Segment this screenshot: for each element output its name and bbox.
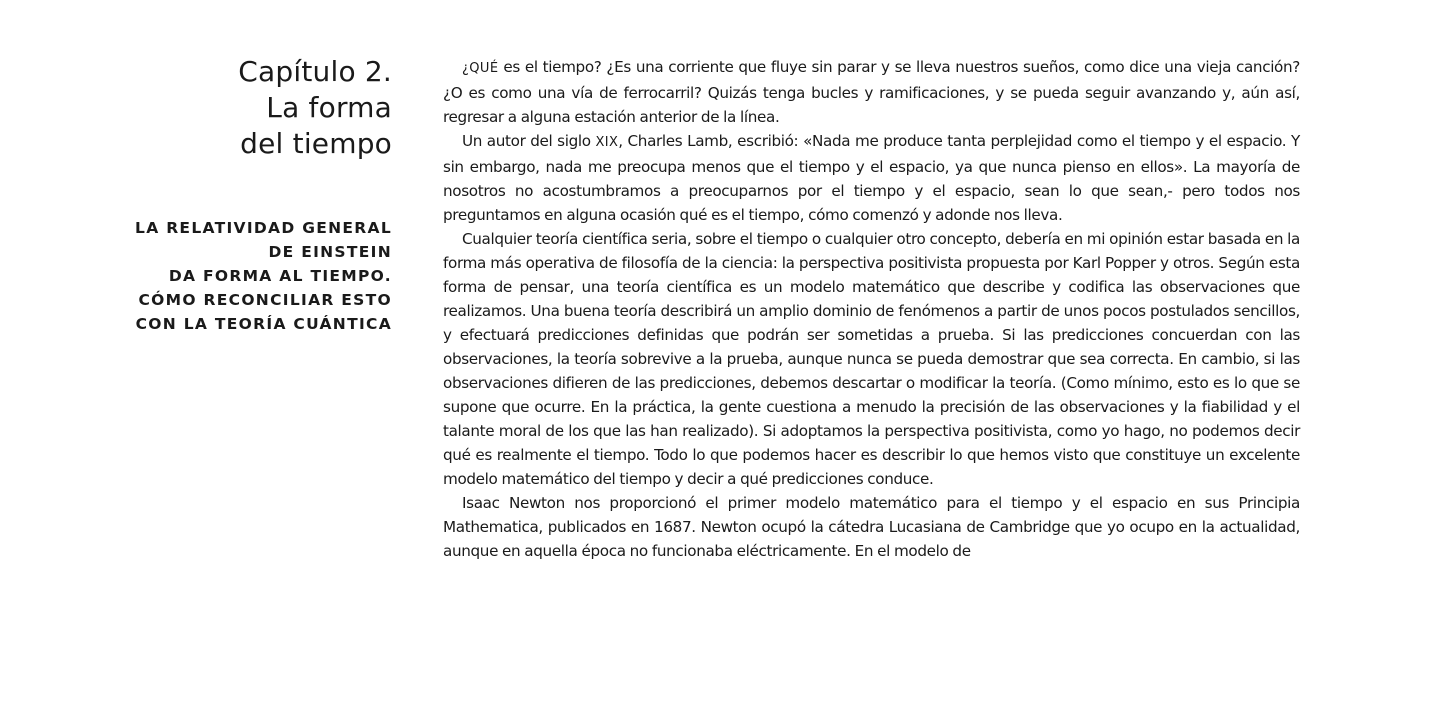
- paragraph-lead-smallcaps: ¿QUÉ: [462, 61, 499, 76]
- chapter-title-line: del tiempo: [240, 127, 392, 160]
- chapter-subtitle-line: DE EINSTEIN: [268, 243, 392, 261]
- chapter-subtitle-line: DA FORMA AL TIEMPO.: [168, 267, 392, 285]
- paragraph-text: , Charles Lamb, escribió: «Nada me produce tanta perplejidad como el tiempo y el espacio. Y sin embargo, nada me preocupa menos que el tiempo y el espacio, ya que nunca pienso en ellos». La mayoría de nosotros no acostumbramos a preocuparnos por el tiempo y el espacio, sean lo que sean,- pero todos nos preguntamos en alguna ocasión qué es el tiempo, cómo comenzó y adonde nos lleva.: [443, 132, 1300, 224]
- chapter-title: [120, 54, 392, 162]
- chapter-subtitle-line: CON LA TEORÍA CUÁNTICA: [135, 315, 392, 333]
- chapter-sidebar: [120, 54, 392, 336]
- century-smallcaps: XIX: [595, 135, 619, 150]
- chapter-title-line: Capítulo 2.: [238, 55, 392, 88]
- chapter-title-line: La forma: [266, 91, 392, 124]
- paragraph-text: Un autor del siglo: [462, 132, 596, 150]
- paragraph-text: es el tiempo? ¿Es una corriente que fluye sin parar y se lleva nuestros sueños, como dice una vieja canción? ¿O es como una vía de ferrocarril? Quizás tenga bucles y ramificaciones, y se pueda seguir avanzando y, aún así, regresar a alguna estación anterior de la línea.: [443, 58, 1300, 126]
- paragraph-4: Isaac Newton nos proporcionó el primer modelo matemático para el tiempo y el espacio en sus Principia Mathematica, publicados en 1687. Newton ocupó la cátedra Lucasiana de Cambridge que yo ocupo en la actualidad, aunque en aquella época no funcionaba eléctricamente. En el modelo de: [443, 494, 1300, 560]
- paragraph-3: Cualquier teoría científica seria, sobre el tiempo o cualquier otro concepto, debería en mi opinión estar basada en la forma más operativa de filosofía de la ciencia: la perspectiva positivista propuesta por Karl Popper y otros. Según esta forma de pensar, una teoría científica es un modelo matemático que describe y codifica las observaciones que realizamos. Una buena teoría describirá un amplio dominio de fenómenos a partir de unos pocos postulados sencillos, y efectuará predicciones definidas que podrán ser sometidas a prueba. Si las predicciones concuerdan con las observaciones, la teoría sobrevive a la prueba, aunque nunca se pueda demostrar que sea correcta. En cambio, si las observaciones difieren de las predicciones, debemos descartar o modificar la teoría. (Como mínimo, esto es lo que se supone que ocurre. En la práctica, la gente cuestiona a menudo la precisión de las observaciones y la fiabilidad y el talante moral de los que las han realizado). Si adoptamos la perspectiva positivista, como yo hago, no podemos decir qué es realmente el tiempo. Todo lo que podemos hacer es describir lo que hemos visto que constituye un excelente modelo matemático del tiempo y decir a qué predicciones conduce.: [443, 230, 1300, 488]
- paragraph-1: [443, 55, 1300, 129]
- body-text: [443, 55, 1300, 563]
- paragraph-2: [443, 129, 1300, 227]
- chapter-subtitle-line: CÓMO RECONCILIAR ESTO: [138, 291, 392, 309]
- chapter-subtitle: [120, 216, 392, 336]
- chapter-subtitle-line: LA RELATIVIDAD GENERAL: [135, 219, 392, 237]
